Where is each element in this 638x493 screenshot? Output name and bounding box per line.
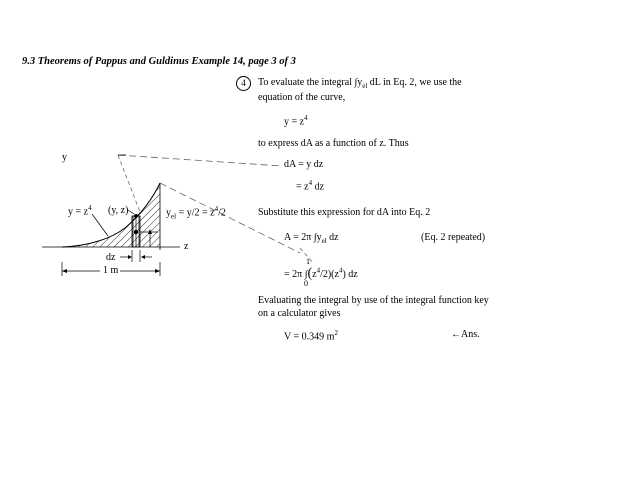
projection-line-top xyxy=(118,155,282,166)
evaluate-text-line2: on a calculator gives xyxy=(258,308,341,319)
length-arrowhead-right xyxy=(155,269,160,273)
evaluate-text-line1: Evaluating the integral by use of the integral function key xyxy=(258,295,489,306)
step-text-line2: equation of the curve, xyxy=(258,92,346,103)
curve-label: $y = z^4$ xyxy=(68,204,92,218)
step-text-line1: To evaluate the integral $\int y_{el}$ dL in Eq. 2, we use the xyxy=(258,77,462,90)
length-label: 1 m xyxy=(103,265,119,276)
point-label: (y, z) xyxy=(108,205,129,216)
page-title: 9.3 Theorems of Pappus and Guldinus Example 14, page 3 of 3 xyxy=(22,56,296,67)
y-axis-label: y xyxy=(62,152,67,163)
eq2-repeated-note: (Eq. 2 repeated) xyxy=(421,232,486,243)
projection-line-lower xyxy=(300,248,314,264)
answer-marker: ←Ans. xyxy=(451,329,480,340)
step-number-badge: 4 xyxy=(236,76,251,91)
dz-label: dz xyxy=(106,252,116,263)
projection-line-left xyxy=(118,155,140,212)
express-text: to express dA as a function of z. Thus xyxy=(258,138,409,149)
substitute-text: Substitute this expression for dA into Eq. 2 xyxy=(258,207,431,218)
curve-equation: $y = z^4$ xyxy=(284,114,308,128)
point-label-leader xyxy=(128,210,134,214)
integral-expression: = 2π $\int(z^4/2)(z^4)$ dz xyxy=(284,266,358,281)
A-equation: A = 2π $\int y_{el}$ dz xyxy=(284,232,339,245)
integral-lower-limit: 0 xyxy=(304,279,308,288)
curve-label-leader xyxy=(92,214,108,236)
dz-left-arrowhead xyxy=(128,255,132,259)
result-equation: V = 0.349 $m^2$ xyxy=(284,329,338,343)
length-arrowhead-left xyxy=(62,269,67,273)
dA-equation-z4: = $z^4$ dz xyxy=(296,179,325,193)
z-axis-label: z xyxy=(184,241,189,252)
integral-upper-limit: 1 xyxy=(306,257,310,266)
yel-label: $y_{el} = y/2 = z^4/2$ xyxy=(166,205,226,221)
dz-right-arrowhead xyxy=(141,255,145,259)
strip-centroid-dot xyxy=(134,230,138,234)
dA-equation: dA = y dz xyxy=(284,159,324,170)
curve-point-dot xyxy=(134,214,138,218)
